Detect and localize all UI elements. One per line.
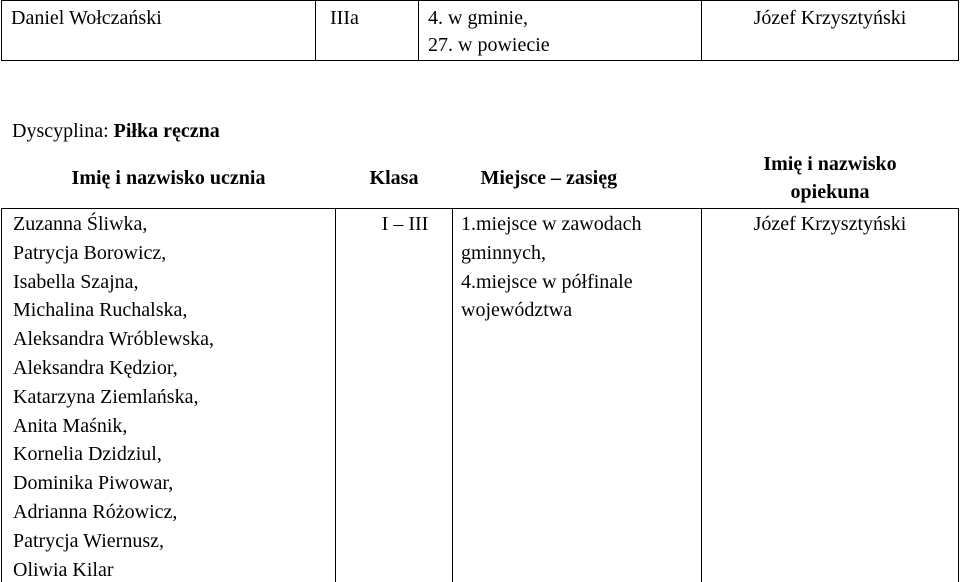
table-row [2,1,959,61]
student-name: Dominika Piwowar, [13,472,174,495]
discipline-value: Piłka ręczna [113,120,220,142]
place-line: 4. w gminie, [428,7,528,29]
header-place: Miejsce – zasięg [453,150,702,209]
class-cell: I – III [336,209,453,582]
header-guardian [702,150,959,209]
student-name: Michalina Ruchalska, [13,299,188,322]
header-student: Imię i nazwisko ucznia [2,150,336,209]
place-cell [453,209,702,582]
student-name: Zuzanna Śliwka, [13,213,148,235]
place-list [461,210,695,325]
results-table [1,150,959,582]
header-guardian-line: Imię i nazwisko [763,153,897,175]
student-name: Anita Maśnik, [13,414,128,437]
student-name: Katarzyna Ziemlańska, [13,385,199,408]
student-name: Patrycja Borowicz, [13,241,167,264]
place-line: 4.miejsce w półfinale [461,270,633,293]
place-line: gminnych, [461,241,546,264]
class-cell: IIIa [316,1,419,61]
student-name: Aleksandra Kędzior, [13,356,178,379]
student-name: Adrianna Różowicz, [13,500,178,523]
guardian-cell: Józef Krzysztyński [702,209,959,582]
student-name: Aleksandra Wróblewska, [13,328,214,351]
place-line: województwa [461,299,573,322]
guardian-cell: Józef Krzysztyński [702,1,959,61]
student-name: Oliwia Kilar [13,558,114,581]
place-cell [419,1,702,61]
header-guardian-line: opiekuna [790,181,870,203]
table-row [2,209,959,582]
previous-results-table [1,0,959,61]
students-list [13,210,329,582]
discipline-heading [12,118,220,144]
student-name-cell: Daniel Wołczański [2,1,316,61]
student-name: Isabella Szajna, [13,270,139,293]
table-header-row [2,150,959,209]
place-line: 27. w powiecie [428,34,550,56]
header-class: Klasa [336,150,453,209]
discipline-label: Dyscyplina: [12,120,114,142]
student-name: Kornelia Dzidziul, [13,443,162,466]
student-name: Patrycja Wiernusz, [13,529,164,552]
place-line: 1.miejsce w zawodach [461,213,642,235]
students-cell [2,209,336,582]
